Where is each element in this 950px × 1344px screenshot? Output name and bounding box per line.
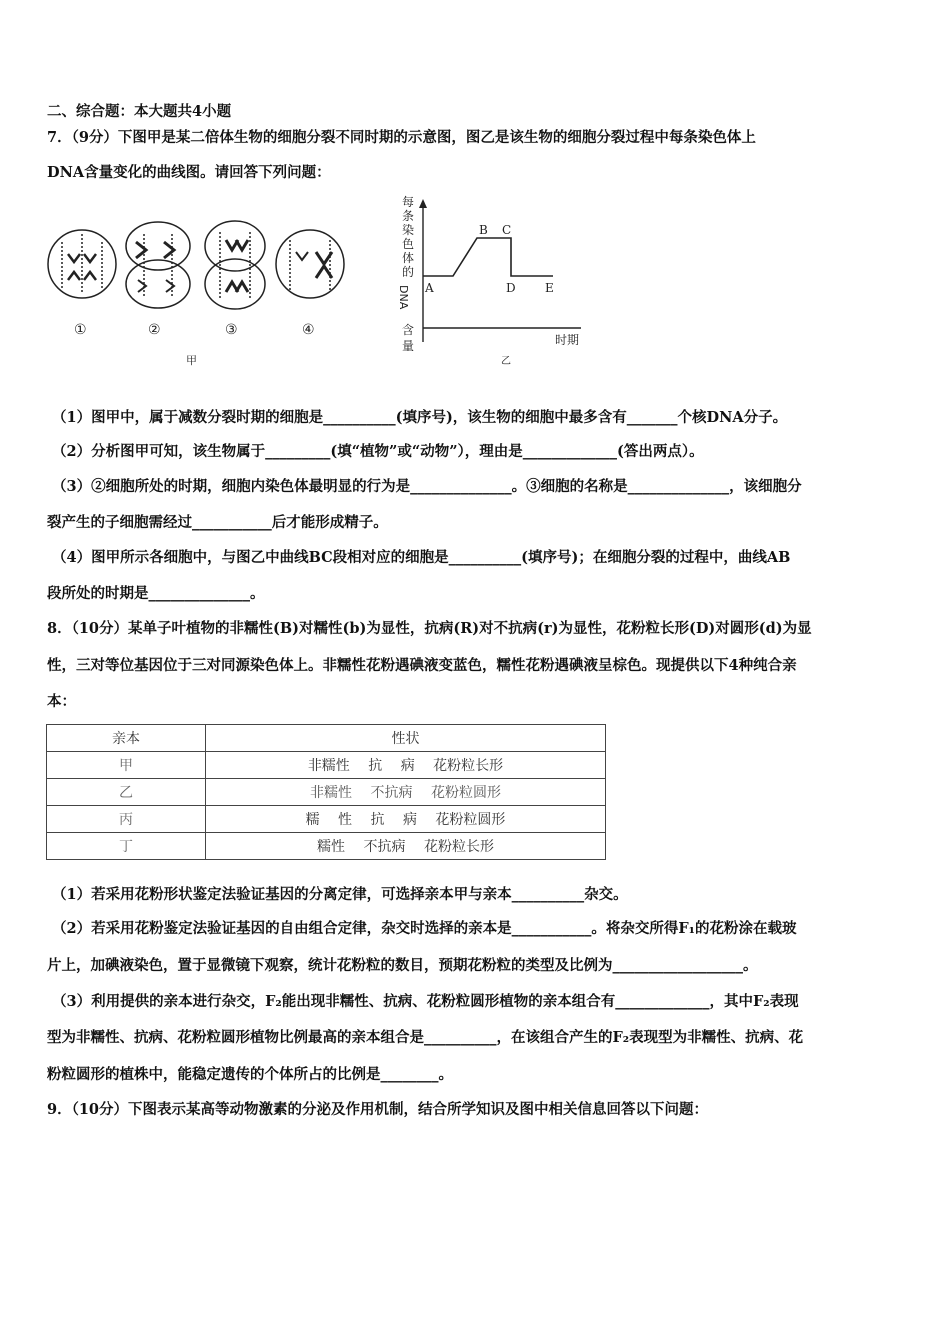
q8-sub1: （1）若采用花粉形状鉴定法验证基因的分离定律，可选择亲本甲与亲本__________杂交。 [52, 886, 628, 903]
cell-label-1: ① [74, 322, 87, 338]
q8-stem-line2: 性，三对等位基因位于三对同源染色体上。非糯性花粉遇碘液变蓝色，糯性花粉遇碘液呈棕色。现提供以下4种纯合亲 [47, 657, 797, 674]
figure-jia-caption: 甲 [186, 354, 197, 367]
point-label-c: C [502, 223, 512, 237]
y-label-char: 体 [402, 251, 415, 265]
figure-yi [395, 194, 595, 366]
q7-sub3-line2: 裂产生的子细胞需经过___________后才能形成精子。 [47, 514, 388, 531]
traits-cell: 非糯性 不抗病 花粉粒圆形 [206, 779, 606, 806]
traits-cell: 糯 性 抗 病 花粉粒圆形 [206, 806, 606, 833]
y-label-dna: DNA [397, 285, 410, 310]
point-label-d: D [506, 281, 516, 295]
point-label-a: A [425, 281, 434, 295]
parent-cell: 甲 [47, 752, 206, 779]
parent-cell: 丁 [47, 833, 206, 860]
header-parent: 亲本 [47, 725, 206, 752]
q7-stem-line2: DNA含量变化的曲线图。请回答下列问题： [47, 164, 331, 181]
table-row [47, 752, 606, 779]
header-traits: 性状 [206, 725, 606, 752]
table-header-row [47, 725, 606, 752]
q8-sub2-line1: （2）若采用花粉鉴定法验证基因的自由组合定律，杂交时选择的亲本是___________。将杂交所得F₁的花粉涂在载玻 [52, 920, 797, 937]
y-label-char: 每 [402, 195, 415, 209]
y-label-char: 条 [402, 209, 415, 223]
q8-sub3-line2: 型为非糯性、抗病、花粉粒圆形植物比例最高的亲本组合是__________，在该组合产生的F₂表现型为非糯性、抗病、花 [47, 1029, 804, 1046]
parent-traits-table [46, 724, 606, 860]
table-row [47, 833, 606, 860]
q7-stem-line1: 7．（9分）下图甲是某二倍体生物的细胞分裂不同时期的示意图，图乙是该生物的细胞分裂过程中每条染色体上 [47, 129, 756, 146]
figure-jia [40, 212, 360, 372]
y-label-char: 含 [402, 323, 415, 337]
dna-curve [423, 238, 553, 276]
cell-2 [126, 222, 190, 308]
q9-stem-line1: 9．（10分）下图表示某高等动物激素的分泌及作用机制，结合所学知识及图中相关信息回答以下问题： [47, 1101, 709, 1118]
y-label-char: 色 [402, 237, 415, 251]
q7-sub4-line1: （4）图甲所示各细胞中，与图乙中曲线BC段相对应的细胞是__________(填序号)；在细胞分裂的过程中，曲线AB [52, 549, 791, 566]
y-label-char: 的 [402, 265, 415, 279]
figure-yi-caption: 乙 [501, 356, 511, 366]
q8-sub3-line3: 粉粒圆形的植株中，能稳定遗传的个体所占的比例是________。 [47, 1066, 453, 1083]
parent-cell: 乙 [47, 779, 206, 806]
cell-1 [48, 230, 116, 298]
cell-3 [205, 221, 265, 309]
q7-sub3-line1: （3）②细胞所处的时期，细胞内染色体最明显的行为是______________。③细胞的名称是______________，该细胞分 [52, 478, 802, 495]
y-label-char: 量 [402, 339, 415, 353]
y-label-char: 染 [402, 223, 415, 237]
x-axis-label: 时期 [555, 333, 580, 347]
parent-cell: 丙 [47, 806, 206, 833]
cell-4 [276, 230, 344, 298]
traits-cell: 非糯性 抗 病 花粉粒长形 [206, 752, 606, 779]
q8-stem-line1: 8．（10分）某单子叶植物的非糯性(B)对糯性(b)为显性，抗病(R)对不抗病(r)为显性，花粉粒长形(D)对圆形(d)为显 [47, 620, 812, 637]
q7-sub4-line2: 段所处的时期是______________。 [47, 585, 265, 602]
point-label-e: E [545, 281, 554, 295]
q8-sub3-line1: （3）利用提供的亲本进行杂交，F₂能出现非糯性、抗病、花粉粒圆形植物的亲本组合有_____________，其中F₂表现 [52, 993, 799, 1010]
cell-label-2: ② [148, 322, 161, 338]
table-row [47, 779, 606, 806]
q7-sub2: （2）分析图甲可知，该生物属于_________(填“植物”或“动物”），理由是_____________(答出两点）。 [52, 443, 704, 460]
section-title: 二、综合题：本大题共4小题 [47, 103, 232, 120]
cell-label-4: ④ [302, 322, 315, 338]
q8-sub2-line2: 片上，加碘液染色，置于显微镜下观察，统计花粉粒的数目，预期花粉粒的类型及比例为__________________。 [47, 957, 758, 974]
traits-cell: 糯性 不抗病 花粉粒长形 [206, 833, 606, 860]
cell-label-3: ③ [225, 322, 238, 338]
q8-stem-line3: 本： [47, 693, 76, 710]
point-label-b: B [479, 223, 488, 237]
q7-sub1: （1）图甲中，属于减数分裂时期的细胞是__________(填序号)，该生物的细胞中最多含有_______个核DNA分子。 [52, 409, 788, 426]
table-row [47, 806, 606, 833]
